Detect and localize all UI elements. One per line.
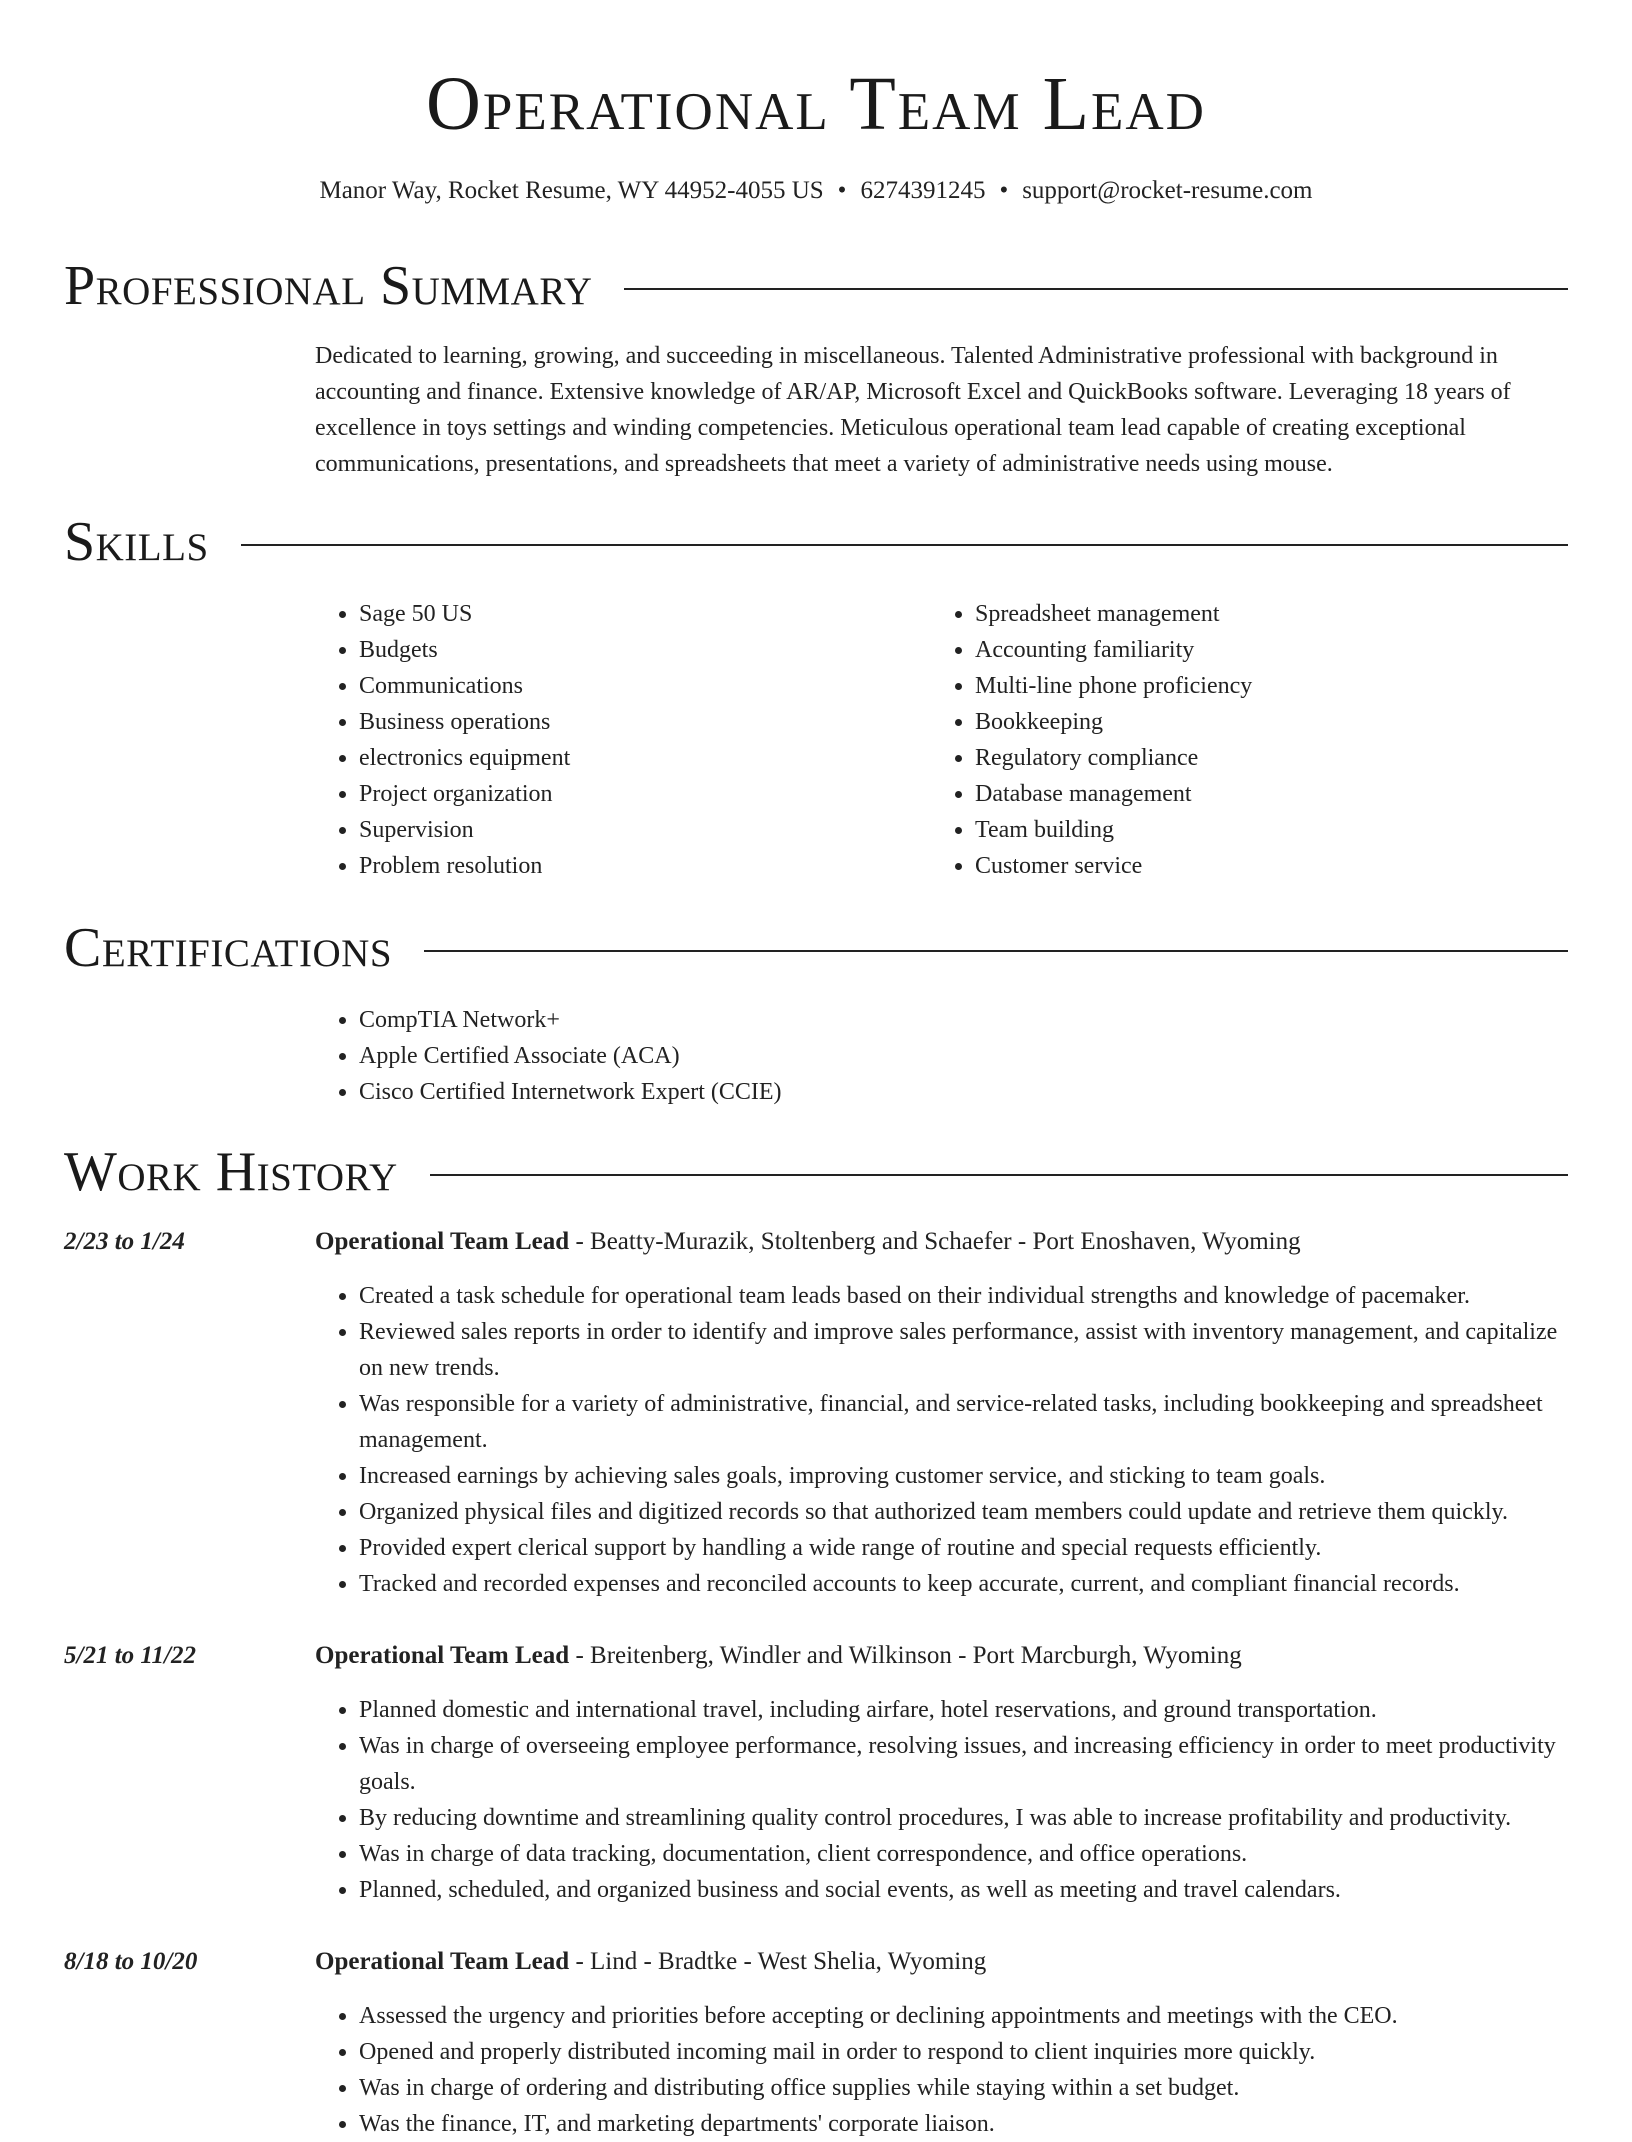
- job-title: Operational Team Lead: [315, 1228, 570, 1255]
- contact-line: [64, 174, 1568, 208]
- job-entry: [64, 1638, 1568, 1908]
- skills-column-right: [931, 596, 1547, 884]
- section-title: Work History: [64, 1141, 398, 1203]
- list-item: • Organized physical files and digitized records so that authorized team members could update and retrieve them quickly.: [359, 1494, 1568, 1530]
- job-bullet-list: [315, 1998, 1568, 2142]
- list-item: • Multi-line phone proficiency: [975, 668, 1547, 704]
- list-item: • Planned domestic and international travel, including airfare, hotel reservations, and ground transportation.: [359, 1692, 1568, 1728]
- list-item: • Opened and properly distributed incoming mail in order to respond to client inquiries more quickly.: [359, 2034, 1568, 2070]
- list-item: • Apple Certified Associate (ACA): [359, 1038, 1568, 1074]
- job-title: Operational Team Lead: [315, 1948, 570, 1975]
- job-dates: 2/23 to 1/24: [64, 1228, 185, 1255]
- certifications: [315, 1002, 1568, 1110]
- list-item: • Business operations: [359, 704, 931, 740]
- job-details: - Beatty-Murazik, Stoltenberg and Schaefer - Port Enoshaven, Wyoming: [569, 1228, 1301, 1255]
- list-item: • Problem resolution: [359, 848, 931, 884]
- list-item: • Sage 50 US: [359, 596, 931, 632]
- list-item: • Regulatory compliance: [975, 740, 1547, 776]
- job-entry: [64, 1224, 1568, 1602]
- job-header: [64, 1638, 1568, 1674]
- separator: •: [999, 177, 1009, 204]
- skills-list-left: [315, 596, 931, 884]
- job-heading: [315, 1224, 1301, 1260]
- list-item: • Communications: [359, 668, 931, 704]
- job-duties: [315, 1998, 1568, 2142]
- work-history-heading: [64, 1140, 1568, 1204]
- job-dates: 5/21 to 11/22: [64, 1642, 196, 1669]
- list-item: • Bookkeeping: [975, 704, 1547, 740]
- phone: 6274391245: [860, 177, 986, 204]
- job-bullet-list: [315, 1692, 1568, 1908]
- list-item: • Customer service: [975, 848, 1547, 884]
- job-dates: 8/18 to 10/20: [64, 1948, 198, 1975]
- address: Manor Way, Rocket Resume, WY 44952-4055 US: [319, 177, 824, 204]
- section-rule: [241, 544, 1568, 546]
- summary-text: Dedicated to learning, growing, and succeeding in miscellaneous. Talented Administrative professional with background in accounting and finance. Extensive knowledge of AR/AP, Microsoft Excel and QuickBooks software. Leveraging 18 years of excellence in toys settings and winding competencies. Meticulous operational team lead capable of creating exceptional communications, presentations, and spreadsheets that meet a variety of administrative needs using mouse.: [315, 343, 1511, 477]
- job-header: [64, 1224, 1568, 1260]
- list-item: • Accounting familiarity: [975, 632, 1547, 668]
- job-header: [64, 1944, 1568, 1980]
- job-entry: [64, 1944, 1568, 2142]
- list-item: • Tracked and recorded expenses and reconciled accounts to keep accurate, current, and compliant financial records.: [359, 1566, 1568, 1602]
- job-duties: [315, 1692, 1568, 1908]
- list-item: • Created a task schedule for operational team leads based on their individual strengths and knowledge of pacemaker.: [359, 1278, 1568, 1314]
- list-item: • Team building: [975, 812, 1547, 848]
- list-item: • Planned, scheduled, and organized business and social events, as well as meeting and travel calendars.: [359, 1872, 1568, 1908]
- email: support@rocket-resume.com: [1022, 177, 1313, 204]
- list-item: • Was responsible for a variety of administrative, financial, and service-related tasks, including bookkeeping and spreadsheet management.: [359, 1386, 1568, 1458]
- list-item: • Spreadsheet management: [975, 596, 1547, 632]
- list-item: • Increased earnings by achieving sales goals, improving customer service, and sticking to team goals.: [359, 1458, 1568, 1494]
- list-item: • Database management: [975, 776, 1547, 812]
- section-rule: [624, 288, 1568, 290]
- list-item: • Reviewed sales reports in order to identify and improve sales performance, assist with inventory management, and capitalize on new trends.: [359, 1314, 1568, 1386]
- list-item: • CompTIA Network+: [359, 1002, 1568, 1038]
- section-title: Certifications: [64, 917, 393, 979]
- list-item: • Project organization: [359, 776, 931, 812]
- list-item: • Assessed the urgency and priorities before accepting or declining appointments and meetings with the CEO.: [359, 1998, 1568, 2034]
- job-details: - Lind - Bradtke - West Shelia, Wyoming: [569, 1948, 987, 1975]
- job-heading: [315, 1944, 986, 1980]
- summary-heading: [64, 254, 1568, 318]
- list-item: • Supervision: [359, 812, 931, 848]
- job-duties: [315, 1278, 1568, 1602]
- list-item: • Cisco Certified Internetwork Expert (CCIE): [359, 1074, 1568, 1110]
- separator: •: [837, 177, 847, 204]
- list-item: • Budgets: [359, 632, 931, 668]
- list-item: • Was in charge of overseeing employee performance, resolving issues, and increasing efficiency in order to meet productivity goals.: [359, 1728, 1568, 1800]
- skills-column-left: [315, 596, 931, 884]
- job-heading: [315, 1638, 1242, 1674]
- section-rule: [424, 950, 1568, 952]
- section-rule: [430, 1174, 1568, 1176]
- certifications-heading: [64, 916, 1568, 980]
- job-title: Operational Team Lead: [315, 1642, 570, 1669]
- list-item: • By reducing downtime and streamlining quality control procedures, I was able to increase profitability and productivity.: [359, 1800, 1568, 1836]
- skills-grid: [315, 596, 1568, 884]
- resume-name: Operational Team Lead: [426, 62, 1206, 146]
- job-details: - Breitenberg, Windler and Wilkinson - Port Marcburgh, Wyoming: [569, 1642, 1242, 1669]
- list-item: • electronics equipment: [359, 740, 931, 776]
- list-item: • Was the finance, IT, and marketing departments' corporate liaison.: [359, 2106, 1568, 2142]
- certifications-list: [315, 1002, 1568, 1110]
- skills-heading: [64, 510, 1568, 574]
- list-item: • Was in charge of data tracking, documentation, client correspondence, and office operations.: [359, 1836, 1568, 1872]
- resume-page: [64, 0, 1568, 2142]
- list-item: • Was in charge of ordering and distributing office supplies while staying within a set budget.: [359, 2070, 1568, 2106]
- section-title: Professional Summary: [64, 255, 593, 317]
- skills-list-right: [931, 596, 1547, 884]
- list-item: • Provided expert clerical support by handling a wide range of routine and special requests efficiently.: [359, 1530, 1568, 1566]
- section-title: Skills: [64, 511, 209, 573]
- job-bullet-list: [315, 1278, 1568, 1602]
